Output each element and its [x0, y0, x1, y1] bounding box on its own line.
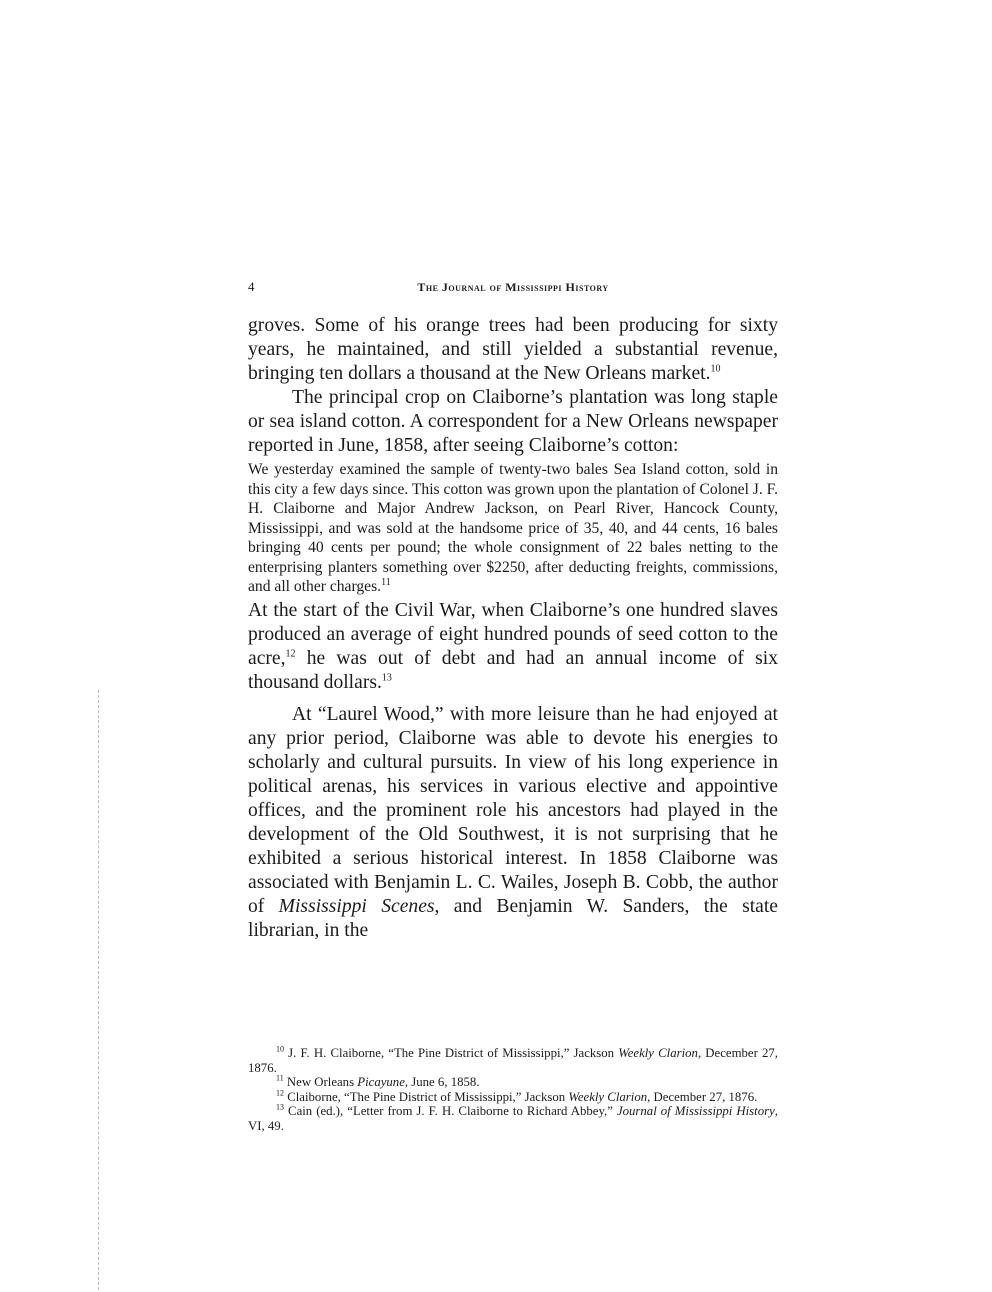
footnote-ref: 12: [285, 647, 296, 659]
page-number: 4: [248, 279, 255, 294]
footnote-number: 11: [276, 1073, 284, 1083]
paragraph-text: groves. Some of his orange trees had been producing for sixty years, he maintained, and still yielded a substantial revenue, bringing ten dollars a thousand at the New Orleans market.: [248, 315, 778, 384]
footnotes: [248, 1046, 778, 1134]
footnote-number: 13: [276, 1103, 284, 1113]
footnote-ref: 10: [710, 363, 721, 375]
footnote-number: 10: [276, 1044, 284, 1054]
footnote-text: New Orleans: [283, 1075, 358, 1090]
paragraph-text: At “Laurel Wood,” with more leisure than he had enjoyed at any prior period, Claiborne was able to devote his energies to scholarly and cultural pursuits. In view of his long experience in political arenas, his services in various elective and appointive offices, and the prominent role his ancestors had played in the development of the Old Southwest, it is not surprising that he exhibited a serious historical interest. In 1858 Claiborne was associated with Benjamin L. C. Wailes, Joseph B. Cobb, the author of: [248, 703, 778, 917]
footnote-italic: Weekly Clarion: [568, 1089, 648, 1104]
footnote-text: J. F. H. Claiborne, “The Pine District of Mississippi,” Jackson: [284, 1046, 619, 1060]
running-title: The Journal of Mississippi History: [417, 280, 609, 294]
footnote: [248, 1090, 778, 1105]
paragraph-text: he was out of debt and had an annual income of six thousand dollars.: [248, 647, 778, 693]
footnote-ref: 11: [381, 576, 391, 588]
footnote-italic: Weekly Clarion: [618, 1046, 698, 1060]
scan-margin-artifact: [98, 690, 99, 1290]
footnote-text: , June 6, 1858.: [404, 1075, 480, 1090]
footnote-text: , December 27, 1876.: [647, 1089, 758, 1104]
footnote: [248, 1075, 778, 1090]
paragraph-cotton-crop: The principal crop on Claiborne’s plantation was long staple or sea island cotton. A correspondent for a New Orleans newspaper reported in June, 1858, after seeing Claiborne’s cotton:: [248, 387, 778, 456]
footnote-text: , December 27, 1876.: [248, 1046, 779, 1075]
quote-text: We yesterday examined the sample of twenty-two bales Sea Island cotton, sold in this city a few days since. This cotton was grown upon the plantation of Colonel J. F. H. Claiborne and Major Andrew Jackson, on Pearl River, Hancock County, Mississippi, and was sold at the handsome price of 35, 40, and 44 cents, 16 bales bringing 40 cents per pound; the whole consignment of 22 bales netting to the enterprising planters something over $2250, after deducting freights, commissions, and all other charges.: [248, 461, 778, 595]
footnote-text: Cain (ed.), “Letter from J. F. H. Claiborne to Richard Abbey,”: [284, 1104, 617, 1119]
footnote-text: Claiborne, “The Pine District of Mississippi,” Jackson: [284, 1089, 569, 1104]
footnote-number: 12: [276, 1088, 284, 1098]
footnote-text: , VI, 49.: [248, 1104, 778, 1133]
footnote-ref: 13: [381, 671, 392, 683]
footnote: [248, 1104, 778, 1133]
paragraph-continuation: [248, 314, 778, 386]
main-text: [248, 314, 778, 943]
paragraph-text: , and Benjamin W. Sanders, the state librarian, in the: [248, 895, 778, 941]
block-quote: [248, 460, 778, 597]
paragraph-text: At the start of the Civil War, when Claiborne’s one hundred slaves produced an average of eight hundred pounds of seed cotton to the acre,: [248, 599, 778, 669]
footnote: [248, 1046, 778, 1075]
page-header: [248, 279, 778, 297]
paragraph-civil-war: [248, 599, 778, 695]
italic-title: Mississippi Scenes: [278, 895, 435, 917]
footnote-italic: Journal of Mississippi History: [616, 1104, 775, 1119]
footnote-italic: Picayune: [357, 1075, 405, 1090]
paragraph-laurel-wood: [248, 703, 778, 943]
